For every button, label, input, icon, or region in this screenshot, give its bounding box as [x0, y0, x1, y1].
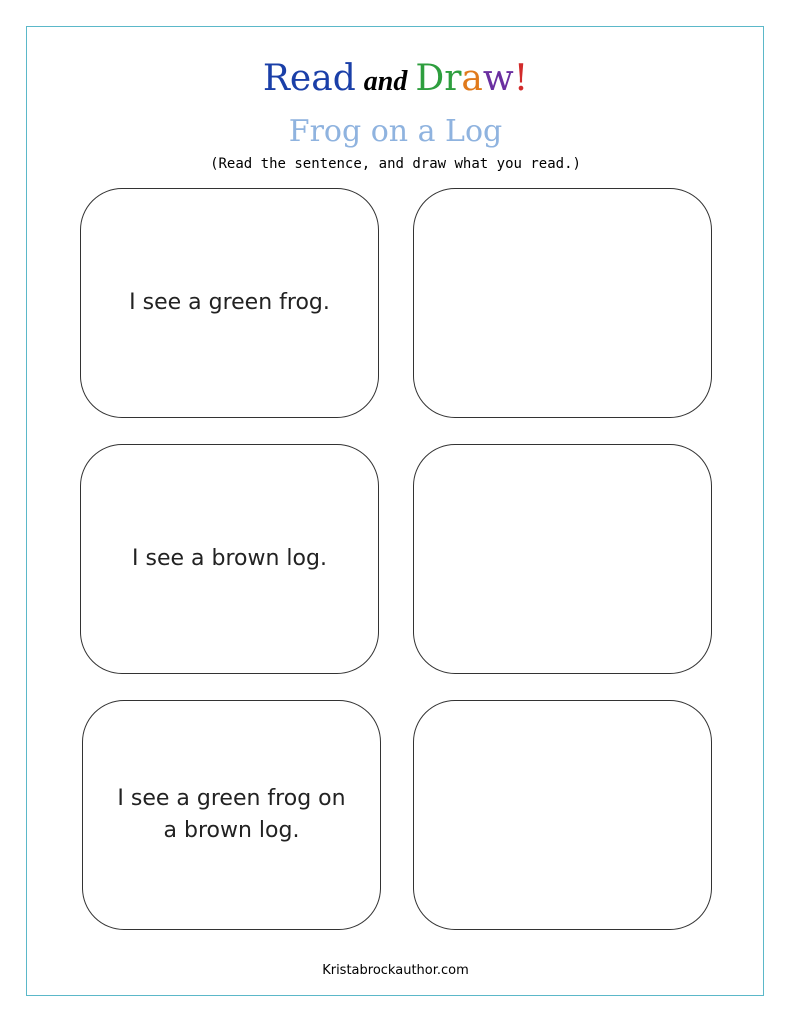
sentence-box-1 [80, 188, 379, 418]
title-letter: d [332, 58, 356, 99]
sentence-box-2 [80, 444, 379, 674]
title-word-draw [415, 58, 528, 99]
subtitle: Frog on a Log [288, 114, 503, 149]
title-letter: R [262, 58, 290, 99]
title-letter: e [289, 58, 312, 99]
sentence-text: I see a brown log. [132, 546, 327, 571]
title-letter: w [482, 58, 514, 99]
title-word-read [263, 58, 356, 99]
sentence-box-3 [82, 700, 381, 930]
title-letter: D [415, 58, 445, 99]
drawing-box-3[interactable] [413, 700, 712, 930]
title-letter: ! [513, 58, 529, 99]
sentence-text: I see a green frog. [129, 290, 330, 315]
title-word-and: and [363, 66, 408, 97]
drawing-box-1[interactable] [413, 188, 712, 418]
page-title [0, 55, 791, 106]
drawing-box-2[interactable] [413, 444, 712, 674]
footer-website: Kristabrockauthor.com [322, 963, 469, 978]
title-letter: r [444, 58, 462, 99]
instruction-text: (Read the sentence, and draw what you read.) [210, 156, 581, 172]
title-letter: a [461, 58, 483, 99]
sentence-text: I see a green frog on a brown log. [117, 786, 346, 843]
title-letter: a [311, 58, 333, 99]
